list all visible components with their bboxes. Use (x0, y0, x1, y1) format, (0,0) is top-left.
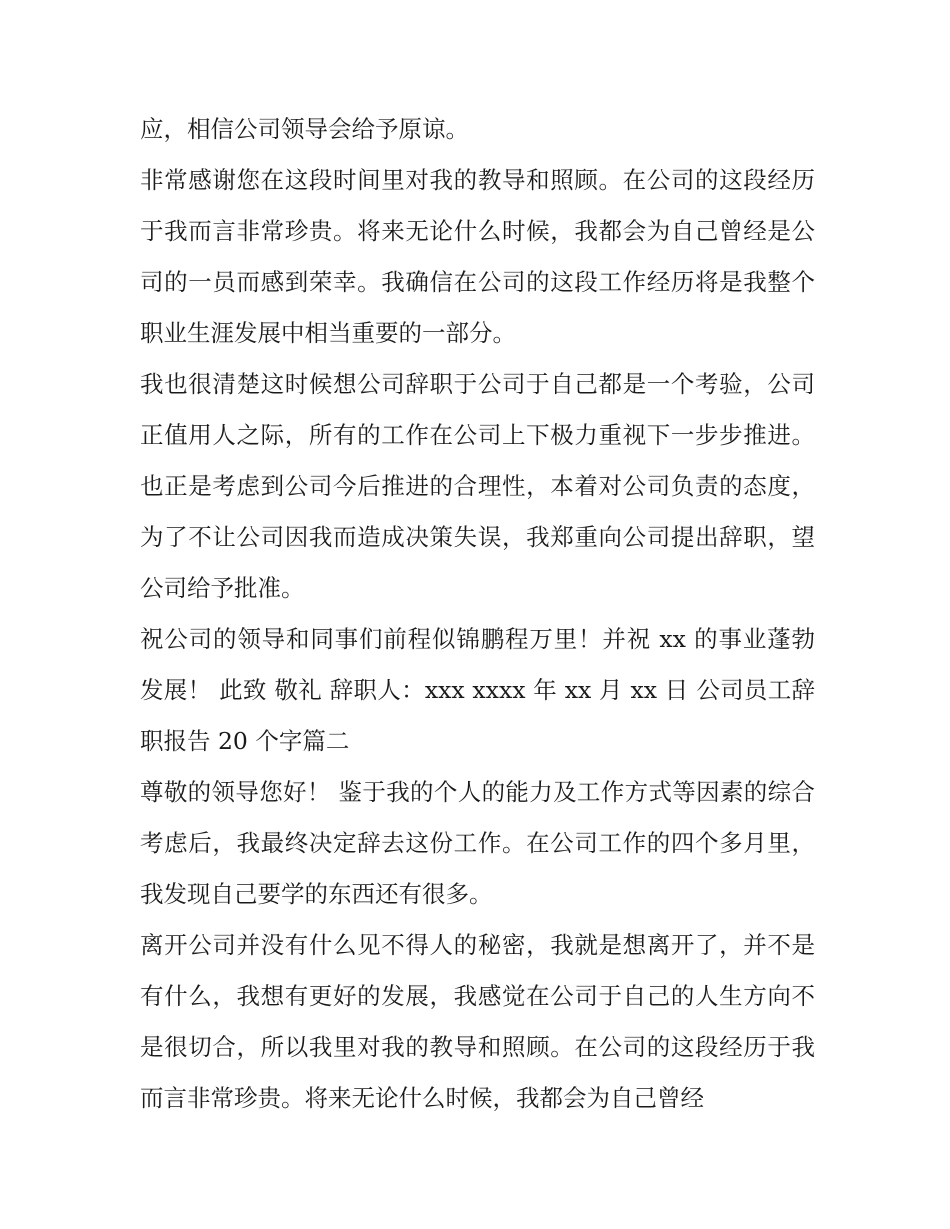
paragraph-continuation: 应，相信公司领导会给予原谅。 (140, 115, 469, 143)
paragraph-closing-and-heading: 祝公司的领导和同事们前程似锦鹏程万里！并祝 xx 的事业蓬勃发展！ 此致 敬礼 辞职人：xxx xxxx 年 xx 月 xx 日 公司员工辞职报告 20 个字篇二 (140, 625, 815, 755)
paragraph-greeting: 尊敬的领导您好！ 鉴于我的个人的能力及工作方式等因素的综合考虑后，我最终决定辞去这份工作。在公司工作的四个多月里，我发现自己要学的东西还有很多。 (140, 778, 815, 908)
document-body (140, 104, 815, 1124)
paragraph-gratitude: 非常感谢您在这段时间里对我的教导和照顾。在公司的这段经历于我而言非常珍贵。将来无论什么时候，我都会为自己曾经是公司的一员而感到荣幸。我确信在公司的这段工作经历将是我整个职业生涯发展中相当重要的一部分。 (140, 166, 815, 347)
paragraph-leaving: 离开公司并没有什么见不得人的秘密，我就是想离开了，并不是有什么，我想有更好的发展，我感觉在公司于自己的人生方向不是很切合，所以我里对我的教导和照顾。在公司的这段经历于我而言非常珍贵。将来无论什么时候，我都会为自己曾经 (140, 931, 815, 1112)
paragraph-resignation-reason: 我也很清楚这时候想公司辞职于公司于自己都是一个考验，公司正值用人之际，所有的工作在公司上下极力重视下一步步推进。也正是考虑到公司今后推进的合理性，本着对公司负责的态度，为了不让公司因我而造成决策失误，我郑重向公司提出辞职，望公司给予批准。 (140, 370, 815, 602)
